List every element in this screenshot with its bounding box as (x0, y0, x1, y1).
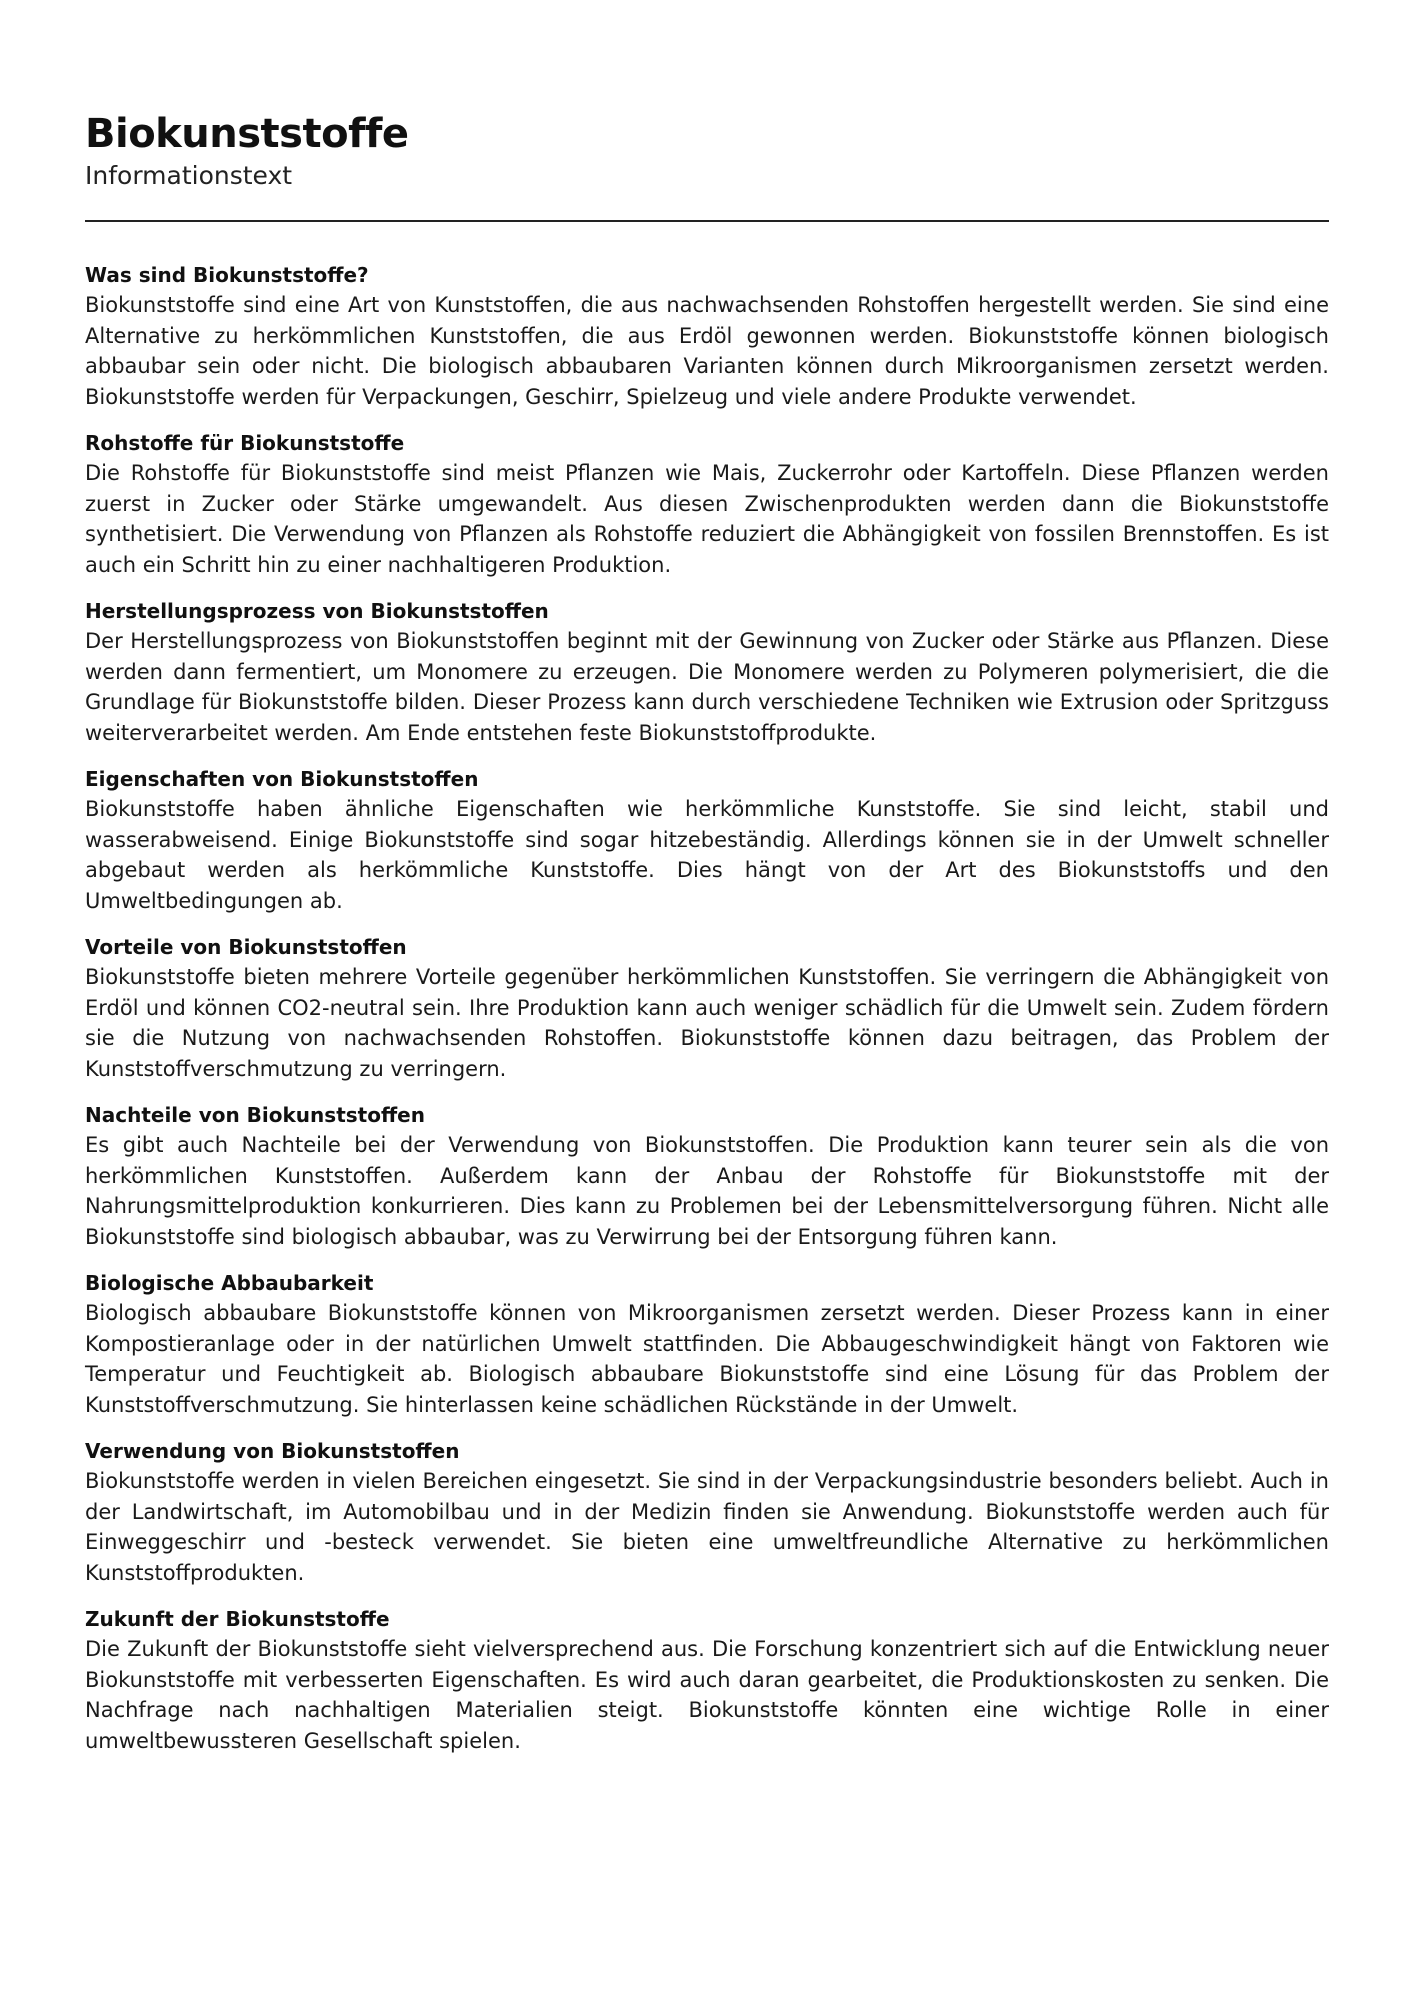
section-heading: Zukunft der Biokunststoffe (85, 1607, 390, 1631)
section-paragraph: Der Herstellungsprozess von Biokunststoffen beginnt mit der Gewinnung von Zucker oder Stärke aus Pflanzen. Diese werden dann fermentiert, um Monomere zu erzeugen. Die Monomere werden zu Polymeren polymerisiert, die die Grundlage für Biokunststoffe bilden. Dieser Prozess kann durch verschiedene Techniken wie Extrusion oder Spritzguss weiterverarbeitet werden. Am Ende entstehen feste Biokunststoffprodukte. (85, 629, 1329, 745)
section-heading: Biologische Abbaubarkeit (85, 1271, 374, 1295)
section-vorteile (85, 932, 1329, 1084)
section-was-sind-biokunststoffe (85, 260, 1329, 412)
section-paragraph: Biokunststoffe bieten mehrere Vorteile gegenüber herkömmlichen Kunststoffen. Sie verringern die Abhängigkeit von Erdöl und können CO2-neutral sein. Ihre Produktion kann auch weniger schädlich für die Umwelt sein. Zudem fördern sie die Nutzung von nachwachsenden Rohstoffen. Biokunststoffe können dazu beitragen, das Problem der Kunststoffverschmutzung zu verringern. (85, 965, 1329, 1081)
document-page (85, 110, 1329, 1772)
section-paragraph: Biokunststoffe haben ähnliche Eigenschaften wie herkömmliche Kunststoffe. Sie sind leicht, stabil und wasserabweisend. Einige Biokunststoffe sind sogar hitzebeständig. Allerdings können sie in der Umwelt schneller abgebaut werden als herkömmliche Kunststoffe. Dies hängt von der Art des Biokunststoffs und den Umweltbedingungen ab. (85, 797, 1329, 913)
section-eigenschaften (85, 764, 1329, 916)
section-heading: Nachteile von Biokunststoffen (85, 1103, 425, 1127)
section-zukunft (85, 1604, 1329, 1756)
document-subtitle: Informationstext (85, 161, 293, 190)
section-biologische-abbaubarkeit (85, 1268, 1329, 1420)
section-heading: Rohstoffe für Biokunststoffe (85, 431, 405, 455)
section-heading: Vorteile von Biokunststoffen (85, 935, 407, 959)
section-paragraph: Biologisch abbaubare Biokunststoffe können von Mikroorganismen zersetzt werden. Dieser Prozess kann in einer Kompostieranlage oder in der natürlichen Umwelt stattfinden. Die Abbaugeschwindigkeit hängt von Faktoren wie Temperatur und Feuchtigkeit ab. Biologisch abbaubare Biokunststoffe sind eine Lösung für das Problem der Kunststoffverschmutzung. Sie hinterlassen keine schädlichen Rückstände in der Umwelt. (85, 1301, 1329, 1417)
section-paragraph: Die Rohstoffe für Biokunststoffe sind meist Pflanzen wie Mais, Zuckerrohr oder Kartoffeln. Diese Pflanzen werden zuerst in Zucker oder Stärke umgewandelt. Aus diesen Zwischenprodukten werden dann die Biokunststoffe synthetisiert. Die Verwendung von Pflanzen als Rohstoffe reduziert die Abhängigkeit von fossilen Brennstoffen. Es ist auch ein Schritt hin zu einer nachhaltigeren Produktion. (85, 461, 1329, 577)
section-heading: Verwendung von Biokunststoffen (85, 1439, 460, 1463)
section-heading: Was sind Biokunststoffe? (85, 263, 369, 287)
section-verwendung (85, 1436, 1329, 1588)
document-title: Biokunststoffe (85, 111, 409, 157)
section-paragraph: Biokunststoffe werden in vielen Bereichen eingesetzt. Sie sind in der Verpackungsindustrie besonders beliebt. Auch in der Landwirtschaft, im Automobilbau und in der Medizin finden sie Anwendung. Biokunststoffe werden auch für Einweggeschirr und -besteck verwendet. Sie bieten eine umweltfreundliche Alternative zu herkömmlichen Kunststoffprodukten. (85, 1469, 1329, 1585)
title-divider (85, 220, 1329, 222)
section-rohstoffe (85, 428, 1329, 580)
section-herstellungsprozess (85, 596, 1329, 748)
section-paragraph: Die Zukunft der Biokunststoffe sieht vielversprechend aus. Die Forschung konzentriert sich auf die Entwicklung neuer Biokunststoffe mit verbesserten Eigenschaften. Es wird auch daran gearbeitet, die Produktionskosten zu senken. Die Nachfrage nach nachhaltigen Materialien steigt. Biokunststoffe könnten eine wichtige Rolle in einer umweltbewussteren Gesellschaft spielen. (85, 1637, 1329, 1753)
section-nachteile (85, 1100, 1329, 1252)
section-paragraph: Es gibt auch Nachteile bei der Verwendung von Biokunststoffen. Die Produktion kann teurer sein als die von herkömmlichen Kunststoffen. Außerdem kann der Anbau der Rohstoffe für Biokunststoffe mit der Nahrungsmittelproduktion konkurrieren. Dies kann zu Problemen bei der Lebensmittelversorgung führen. Nicht alle Biokunststoffe sind biologisch abbaubar, was zu Verwirrung bei der Entsorgung führen kann. (85, 1133, 1329, 1249)
section-heading: Herstellungsprozess von Biokunststoffen (85, 599, 549, 623)
section-paragraph: Biokunststoffe sind eine Art von Kunststoffen, die aus nachwachsenden Rohstoffen hergestellt werden. Sie sind eine Alternative zu herkömmlichen Kunststoffen, die aus Erdöl gewonnen werden. Biokunststoffe können biologisch abbaubar sein oder nicht. Die biologisch abbaubaren Varianten können durch Mikroorganismen zersetzt werden. Biokunststoffe werden für Verpackungen, Geschirr, Spielzeug und viele andere Produkte verwendet. (85, 293, 1329, 409)
section-heading: Eigenschaften von Biokunststoffen (85, 767, 479, 791)
